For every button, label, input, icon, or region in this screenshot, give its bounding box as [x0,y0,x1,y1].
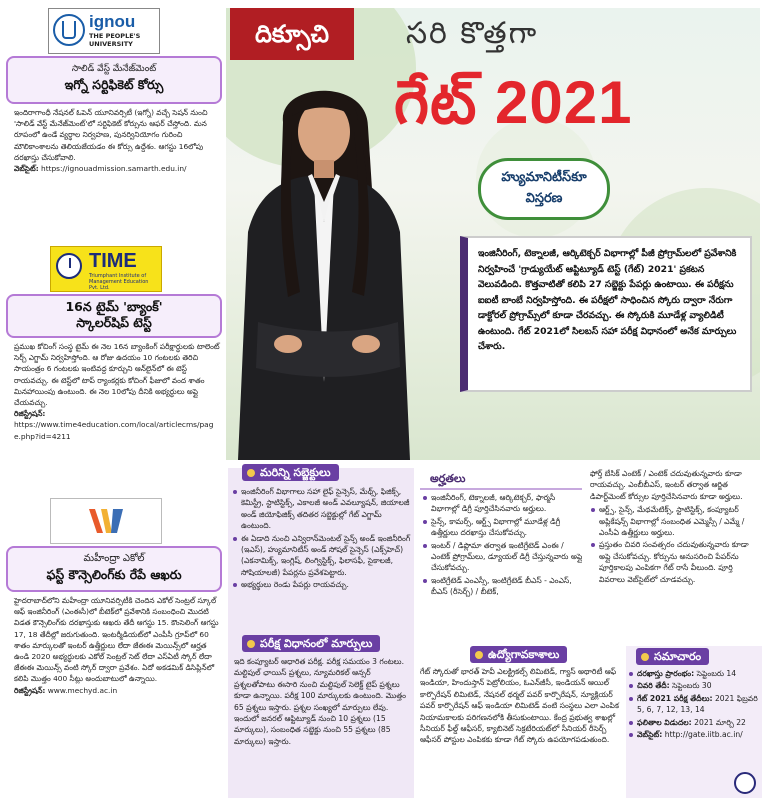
new-subjects-item: అభ్యర్థులు రెండు పేపర్లు రాయవచ్చు. [232,579,412,590]
hero-kicker: సరి కొత్తగా [406,16,539,51]
intro-text: ఇంజినీరింగ్, టెక్నాలజీ, ఆర్కిటెక్చర్ విభాగాల్లో పీజీ ప్రోగ్రామ్‌లలో ప్రవేశానికి నిర్వహించే 'గ్రాడ్యుయేట్ ఆప్టిట్యూడ్ టెస్ట్ (గేట్) 2021' ప్రకటన వెలువడింది. కొత్తవాటితో కలిపి 27 సబ్జెక్టు పేపర్లు ఉంటాయి. ఈ పరీక్షను ఐఐటీ బాంబే నిర్వహిస్తోంది. ఈ పరీక్షలో సాధించిన స్కోరు ద్వారా నేరుగా డాక్టోరల్ ప్రోగ్రామ్స్‌లో కూడా చేరవచ్చు. ఈ స్కోరుకి మూడేళ్ల వ్యాలిడిటీ ఉంటుంది. గేట్ 2021లో సిలబస్ సహా పరీక్ష విధానంలో అనేక మార్పులు చేశారు. [478,248,737,352]
heading-dot-icon [247,640,255,648]
ignou-logo-sub: THE PEOPLE'S UNIVERSITY [89,32,141,48]
hero-headline: గేట్ 2021 [394,69,633,136]
ignou-logo-word: ignou [89,12,136,31]
badge-line1: హ్యుమానిటీస్‌కూ [501,170,587,185]
mahindra-logo [50,498,162,544]
eligibility-item: ఇంజినీరింగ్, టెక్నాలజీ, ఆర్కిటెక్చర్, ఫార్మసీ విభాగాల్లో డిగ్రీ పూర్తిచేసినవారు అర్హులు. [422,492,584,515]
mahindra-reg-link[interactable]: www.mechyd.ac.in [47,685,118,695]
info-heading: సమాచారం [636,648,709,665]
eligibility-list [422,492,584,599]
new-subjects-item: ఈ ఏడాది నుంచి ఎన్విరాన్‌మెంటల్ సైన్స్ అండ్ ఇంజినీరింగ్ (ఇఎస్), హ్యుమానిటీస్ అండ్ సోషల్ సైన్సెస్ (ఎక్స్‌హెచ్) (ఎకనామిక్స్, ఇంగ్లిష్, లింగ్విస్టిక్స్, ఫిలాసఫీ, సైకాలజీ, సోషియాలజీ) పేపర్లను ప్రవేశపెట్టారు. [232,533,412,579]
badge-line2: విస్తరణ [525,191,563,206]
heading-dot-icon [641,653,649,661]
time-header [6,294,222,338]
intro-box [460,236,752,392]
time-logo-sub: Triumphant Institute of Management Education Pvt. Ltd. [89,273,149,291]
eligibility-list-continued [590,468,760,586]
time-logo-word: TIME [89,250,137,272]
mahindra-body-wrap [10,592,224,699]
eligibility-item: సైన్స్, కామర్స్, ఆర్ట్స్ విభాగాల్లో మూడేళ్ల డిగ్రీ ఉత్తీర్ణులు దరఖాస్తు చేసుకోవచ్చు. [422,516,584,539]
mahindra-header [6,546,222,592]
ignou-website-link[interactable]: https://ignouadmission.samarth.edu.in/ [41,164,187,174]
eligibility-item: ఫోర్త్ బేసిక్ ఎంటెక్ / ఎంటెక్ చదువుతున్నవారు కూడా రాయవచ్చు. ఎంబీబీఎస్, ఇంటర్ తర్వాత ఆర్జిత డిపార్ట్‌మెంట్ కోర్సుల పూర్తిచేసినవారు కూడా అర్హులు. [590,469,743,501]
jobs-body: గేట్ స్కోరుతో భారత్ హెవీ ఎలక్ట్రికల్స్ లిమిటెడ్, గ్యాస్ అథారిటీ ఆఫ్ ఇండియా, హిందుస్తాన్ పెట్రోలియం, ఓఎన్‌జీసీ, ఇండియన్ ఆయిల్ కార్పొరేషన్ లిమిటెడ్, నేషనల్ థర్మల్ పవర్ కార్పొరేషన్, న్యూక్లియర్ పవర్ కార్పొరేషన్ ఆఫ్ ఇండియా లిమిటెడ్ వంటి సంస్థలు ఎలా ఎంపిక నియామకాలకు పరిగణనలోకి తీసుకుంటాయి. కేంద్ర ప్రభుత్వ శాఖల్లో సీనియర్ ఫీల్డ్ ఆఫీసర్, క్యాబినెట్ సెక్రటేరియట్‌లో సీనియర్ రీసెర్చ్ ఆఫీసర్ పోస్టుల ఎంపికకు కూడా గేట్ స్కోరు ఉపయోగపడుతుంది. [420,667,619,745]
student-photo [228,82,418,460]
time-body-wrap [10,338,224,445]
humanities-badge [478,158,610,220]
new-subjects-list [232,486,412,592]
new-subjects-heading: మరిన్ని సబ్జెక్టులు [242,464,339,481]
mahindra-card [6,498,218,794]
time-reg-label: రిజిస్ట్రేషన్: [14,409,46,419]
gate-website-link[interactable]: http://gate.iitb.ac.in/ [664,730,743,740]
time-card [6,244,218,484]
jobs-heading: ఉద్యోగావకాశాలు [470,646,567,663]
ignou-title: ఇగ్నో సర్టిఫికెట్ కోర్సు [64,77,164,92]
mahindra-emblem-icon [83,505,129,537]
mahindra-reg-label: రిజిస్ట్రేషన్: [14,685,46,695]
eligibility-item: ఆర్ట్స్, సైన్స్, మేథమేటిక్స్, స్టాటిస్టిక్స్, కంప్యూటర్ అప్లికేషన్స్ విభాగాల్లో సంబంధిత ఎమ్మెస్సీ / ఎమ్మే / ఎంసీఏ ఉత్తీర్ణులు అర్హులు. [590,504,760,538]
brand-title: దిక్సూచి [254,20,330,48]
time-reg-link[interactable]: https://www.time4education.com/local/articlecms/page.php?id=4211 [14,420,214,441]
ignou-kicker: సాలిడ్ వేస్ట్ మేనేజ్‌మెంట్ [71,64,157,74]
mahindra-title: ఫస్ట్ కౌన్సెలింగ్‌కు రేపే ఆఖరు [46,567,182,582]
info-item: ఫలితాల విడుదల: 2021 మార్చి 22 [628,717,760,728]
info-item: గేట్ 2021 పరీక్ష తేదీలు: 2021 ఫిబ్రవరి 5, 6, 7, 12, 13, 14 [628,693,760,716]
ignou-body: ఇందిరాగాంధీ నేషనల్ ఓపెన్ యూనివర్సిటీ (ఇగ్నో) వచ్చే సెషన్ నుంచి 'సాలిడ్ వేస్ట్ మేనేజ్‌మెంట్'లో సర్టిఫికెట్ కోర్సును ఆఫర్ చేస్తోంది. మన రూపంలో ఉండే వ్యర్థాల నిర్వహణ, పునర్వినియోగం గురించి మౌలికాంశాలను తెలియజేయడం ఈ కోర్సు ఉద్దేశం. ఆగస్టు 16లోపు దరఖాస్తు చేసుకోవాలి. [14,108,208,162]
eligibility-item: ప్రస్తుతం చివరి సంవత్సరం చదువుతున్నవారు కూడా అప్లై చేసుకోవచ్చు. కోర్సును అనుసరించి పేపర్‌ను పూర్తికాలపు ఎంపికగా గేట్ రాసే వీలుంది. పూర్తి వివరాలు వెబ్‌సైట్‌లో చూడవచ్చు. [590,539,760,585]
mahindra-kicker: మహీంద్రా ఎకోల్ [83,553,145,564]
heading-dot-icon [247,469,255,477]
info-item: చివరి తేదీ: సెప్టెంబరు 30 [628,680,760,691]
heading-dot-icon [475,651,483,659]
ignou-body-wrap [10,104,224,177]
ignou-logo [48,8,160,54]
mahindra-body: హైదరాబాద్‌లోని మహీంద్రా యూనివర్సిటీకి చెందిన ఎకోల్ సెంట్రల్ స్కూల్ ఆఫ్ ఇంజినీరింగ్ (ఎంఈసీ)లో బీటెక్‌లో ప్రవేశానికి సంబంధించి మొదటి విడత కౌన్సెలింగ్‌కు దరఖాస్తుకు ఆఖరు తేదీ ఆగస్టు 15. కౌంసెలింగ్ ఆగస్టు 17, 18 తేదీల్లో జరుగుతుంది. ఇంటర్మీడియట్‌లో ఎంపీసీ గ్రూప్‌లో 60 శాతం మార్కులతో ఇంటర్ ఉత్తీర్ణులు లేదా జేఈఈ మెయిన్స్‌లో ఆర్హత ఉండి 2020 అభ్యర్థులకు ఎకోల్ సెంట్రల్ సెట్ లేదా ఎస్ఏటీ స్కోర్ లేదా జేఈఈ మెయిన్స్ వంటి స్కోర్ ద్వారా ప్రవేశం. ఏదో అకడమిక్ డిసిప్లిన్‌లో కలిపి మొత్తం 400 సీట్లు అందుబాటులో ఉన్నాయి. [14,596,219,684]
info-list [628,668,760,741]
exam-changes-body: ఇది కంప్యూటర్ ఆధారిత పరీక్ష. పరీక్ష సమయం 3 గంటలు. మల్టిపుల్ ఛాయిస్ ప్రశ్నలు, న్యూమరికల్ ఆన్సర్ ప్రశ్నలతోపాటు ఈసారి నుంచి మల్టిపుల్ సెలెక్ట్ టైప్ ప్రశ్నలు కూడా ఉన్నాయి. పరీక్ష 100 మార్కులకు ఉంటుంది. మొత్తం 65 ప్రశ్నలు ఇస్తారు. ప్రశ్నల సంఖ్యలో మార్పులు లేవు. ఇందులో జనరల్ ఆప్టిట్యూడ్ నుంచి 10 ప్రశ్నలు (15 మార్కులు), సంబంధిత సబ్జెక్టు నుంచి 55 ప్రశ్నలు (85 మార్కులు) ఇస్తారు. [234,657,406,746]
eligibility-item: ఇంటిగ్రేటెడ్ ఎంఎస్సీ, ఇంటిగ్రేటెడ్ బీఎస్ - ఎంఎస్, బీఎస్ (రీసెర్చ్) / బీటెక్, [422,575,584,598]
ignou-card [6,8,218,226]
hero-section [226,8,760,460]
ignou-header [6,56,222,104]
time-logo [50,246,162,292]
time-title-line1: 16న టైమ్ 'బ్యాంక్' [65,299,163,314]
new-subjects-item: ఇంజినీరింగ్ విభాగాలు సహా లైఫ్ సైన్సెస్, మేథ్స్, ఫిజిక్స్, కెమిస్ట్రీ, స్టాటిస్టిక్స్, ఎకాలజీ అండ్ ఎవల్యూషన్, జియాలజీ అండ్ జియోఫిజిక్స్ తదితర సబ్జెక్టుల్లో గేట్ ఎగ్జామ్ ఉంటుంది. [232,486,412,532]
ignou-website-label: వెబ్‌సైట్: [14,164,39,174]
info-item: వెబ్‌సైట్: http://gate.iitb.ac.in/ [628,729,760,740]
info-item: దరఖాస్తు ప్రారంభం: సెప్టెంబరు 14 [628,668,760,679]
time-body: ప్రముఖ కోచింగ్ సంస్థ టైమ్ ఈ నెల 16న బ్యాంకింగ్ పరీక్షార్థులకు టాలెంట్ సెర్చ్ ఎగ్జామ్ నిర్వహిస్తోంది. ఆ రోజు ఉదయం 10 గంటలకు తెరిచి సాయంత్రం 6 గంటలకు ఇంటివద్ద కూర్చుని ఆన్‌లైన్‌లో ఈ టెస్ట్ రాయవచ్చు. ఈ టెస్ట్‌లో టాప్ ర్యాంకర్లకు కోచింగ్ ఫీజులో వంద శాతం మినహాయింపు ఉంటుంది. ఈ నెల 10లోపు దీనికి అభ్యర్థులు అప్లై చేయవచ్చు. [14,342,220,408]
exam-changes-heading: పరీక్ష విధానంలో మార్పులు [242,635,380,652]
iit-bombay-emblem-icon [734,772,756,794]
time-title-line2: స్కాలర్‌షిప్ టెస్ట్ [76,315,152,330]
brand-box [230,8,354,60]
eligibility-heading: అర్హతలు [430,472,466,485]
eligibility-item: ఇంటర్ / డిప్లొమా తర్వాత ఇంటిగ్రేటెడ్ ఎంఈ / ఎంటెక్ ప్రోగ్రామ్‌లు, డ్యూయల్ డిగ్రీ చేస్తున్నవారు అప్లై చేసుకోవచ్చు. [422,540,584,574]
